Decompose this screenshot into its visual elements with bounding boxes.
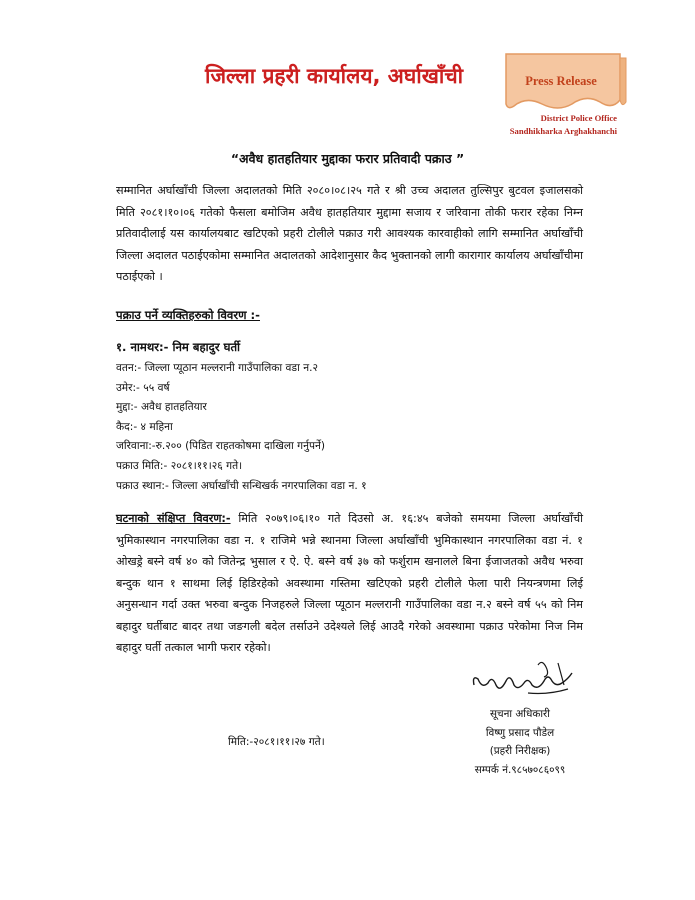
- press-headline: “अवैध हातहतियार मुद्दाका फरार प्रतिवादी पक्राउ ”: [230, 151, 465, 166]
- signature-graphic: [468, 655, 578, 705]
- issue-date: मिति:-२०८१।११।२७ गते।: [228, 736, 325, 748]
- signatory-rank: (प्रहरी निरीक्षक): [489, 745, 551, 757]
- incident-paragraph: [116, 508, 583, 659]
- intro-paragraph: सम्मानित अर्घाखाँची जिल्ला अदालतको मिति २०८०।०८।२५ गते र श्री उच्च अदालत तुल्सिपुर बुटवल इजालसको मिति २०८१।१०।०६ गतेको फैसला बमोजिम अवैध हातहतियार मुद्दामा सजाय र जरिवाना तोकी फरार रहेका निम्न प्रतिवादीलाई यस कार्यालयबाट खटिएको प्रहरी टोलीले पक्राउ गरी आवश्यक कारवाहीको लागि सम्मानित अर्घाखाँची जिल्ला अदालत पठाईएकोमा सम्मानित अदालतको आदेशानुसार कैद भुक्तानको लागी कारागार कार्यालय अर्घाखाँचीमा पठाईएको ।: [116, 184, 583, 283]
- incident-heading: घटनाको संक्षिप्त विवरण:-: [116, 512, 231, 525]
- person-case: मुद्दा:- अवैध हातहतियार: [116, 401, 207, 414]
- person-age: उमेर:- ५५ वर्ष: [116, 381, 170, 394]
- incident-text: मिति २०७९।०६।१० गते दिउसो अ. १६:४५ बजेको समयमा जिल्ला अर्घाखाँची भुमिकास्थान नगरपालिका वडा न. १ राजिमे भन्ने स्थानमा जिल्ला अर्घाखाँची भुमिकास्थान नगरपालिका वडा नं. १ ओखड्रे बस्ने वर्ष ४० को जितेन्द्र भुसाल र ऐ. ऐ. बस्ने वर्ष ३७ को फर्शुराम खनालले बिना ईजाजतको अवैध भरुवा बन्दुक थान १ साथमा लिई हिडिरहेको अवस्थामा गस्तिमा खटिएको प्रहरी टोलीले फेला पारी नियन्त्रणमा लिई अनुसन्धान गर्दा उक्त भरुवा बन्दुक निजहरुले जिल्ला प्यूठान मल्लरानी गाउँपालिका वडा न.२ बस्ने वर्ष ५५ को निम बहादुर घर्तीबाट बादर तथा जङगली बदेल तर्साउने उदेश्यले लिई आउदै गरेको अवस्थामा पक्राउ परेकोमा निज निम बहादुर घर्ती तत्काल भागी फरार रहेको।: [116, 512, 583, 654]
- badge-label: Press Release: [525, 74, 597, 88]
- office-location-en: Sandhikharka Arghakhanchi: [509, 126, 617, 136]
- arrest-date: पक्राउ मिति:- २०८१।११।२६ गते।: [116, 459, 243, 472]
- office-name-en: District Police Office: [540, 113, 617, 123]
- person-details: [116, 335, 586, 496]
- person-fine: जरिवाना:-रु.२०० (पिडित राहतकोषमा दाखिला गर्नुपर्ने): [116, 440, 326, 453]
- signatory-role: सूचना अधिकारी: [489, 708, 550, 720]
- press-release-badge: [502, 52, 628, 112]
- signatory-block: [455, 705, 585, 779]
- arrested-persons-heading: पक्राउ पर्ने व्यक्तिहरुको विवरण :-: [116, 308, 260, 322]
- signatory-contact: सम्पर्क नं.९८५७०८६०९९: [474, 763, 566, 776]
- person-address: वतन:- जिल्ला प्यूठान मल्लरानी गाउँपालिका वडा न.२: [116, 362, 318, 374]
- office-title: जिल्ला प्रहरी कार्यालय, अर्घाखाँची: [205, 64, 464, 88]
- signatory-name: विष्णु प्रसाद पौडेल: [485, 726, 555, 739]
- person-sentence: कैद:- ४ महिना: [116, 420, 173, 433]
- person-name: १. नामथर:- निम बहादुर घर्ती: [116, 340, 241, 354]
- arrest-place: पक्राउ स्थान:- जिल्ला अर्घाखाँची सन्धिखर्क नगरपालिका वडा न. १: [116, 479, 367, 492]
